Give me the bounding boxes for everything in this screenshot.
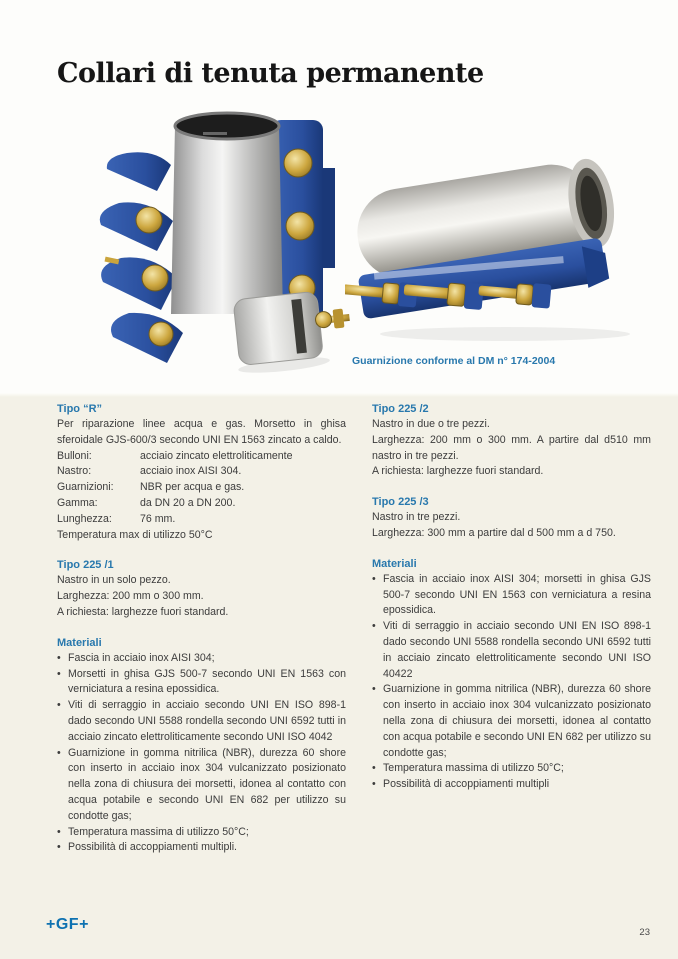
material-item: • Fascia in acciaio inox AISI 304; (57, 651, 346, 667)
tipo-r-spec-list (57, 449, 346, 528)
tipo-225-1-line: Nastro in un solo pezzo. (57, 574, 171, 587)
spec-row-gamma (57, 496, 346, 512)
materials-list-right (372, 572, 651, 793)
spec-value: da DN 20 a DN 200. (140, 496, 236, 509)
material-item: • Possibilità di accoppiamenti multipli (372, 777, 651, 793)
temp-note: Temperatura max di utilizzo 50°C (57, 528, 213, 541)
page-number: 23 (639, 927, 650, 938)
spec-value: 76 mm. (140, 512, 176, 525)
material-item: • Temperatura massima di utilizzo 50°C; (57, 825, 346, 841)
spec-value: acciaio zincato elettroliticamente (140, 449, 293, 462)
repair-collar-side-photo-icon (345, 148, 645, 348)
material-item: • Fascia in acciaio inox AISI 304; morsetti in ghisa GJS 500-7 secondo UNI EN 1563 con verniciatura a resina epossidica. (372, 572, 651, 619)
tipo-r-description: Per riparazione linee acqua e gas. Morsetto in ghisa sferoidale GJS-600/3 secondo UNI EN 1563 zincato a caldo. (57, 418, 346, 446)
material-item: • Possibilità di accoppiamenti multipli. (57, 840, 346, 856)
tipo-225-1-line: A richiesta: larghezze fuori standard. (57, 605, 229, 618)
spec-row-guarnizioni (57, 480, 346, 496)
spec-row-lunghezza (57, 512, 346, 528)
heading-tipo-225-1: Tipo 225 /1 (57, 559, 114, 572)
spec-label: Guarnizioni: (57, 481, 114, 494)
spec-label: Bulloni: (57, 449, 92, 462)
spec-label: Gamma: (57, 496, 98, 509)
heading-materiali-right: Materiali (372, 557, 417, 570)
spec-label: Nastro: (57, 465, 92, 478)
tipo-225-3-line: Larghezza: 300 mm a partire dal d 500 mm a d 750. (372, 526, 616, 539)
tipo-225-2-line: Nastro in due o tre pezzi. (372, 418, 490, 430)
spec-row-nastro (57, 464, 346, 480)
spec-label: Lunghezza: (57, 512, 112, 525)
tipo-225-3-line: Nastro in tre pezzi. (372, 511, 461, 524)
repair-collar-front-photo-icon (85, 108, 360, 380)
material-item: • Temperatura massima di utilizzo 50°C; (372, 761, 651, 777)
spec-value: acciaio inox AISI 304. (140, 465, 242, 478)
heading-tipo-225-3: Tipo 225 /3 (372, 496, 429, 509)
tipo-225-2-line: Larghezza: 200 mm o 300 mm. A partire dal d510 mm nastro in tre pezzi. (372, 433, 651, 462)
materials-list-left (57, 651, 346, 856)
material-item: • Guarnizione in gomma nitrilica (NBR), durezza 60 shore con inserto in acciaio inox 304 vulcanizzato posizionato nella zona di chiusura dei morsetti, idonea al contatto con acqua potabile e secondo UNI EN 682 per utilizzo su condotte gas; (57, 746, 346, 825)
material-item: • Guarnizione in gomma nitrilica (NBR), durezza 60 shore con inserto in acciaio inox 304 vulcanizzato posizionato nella zona di chiusura dei morsetti, idonea al contatto con acqua potabile e secondo UNI EN 682 per utilizzo su condotte gas; (372, 682, 651, 761)
heading-materiali-left: Materiali (57, 636, 102, 649)
gf-logo: +GF+ (46, 916, 89, 933)
tipo-225-2-line: A richiesta: larghezze fuori standard. (372, 465, 544, 478)
tipo-225-1-line: Larghezza: 200 mm o 300 mm. (57, 590, 204, 603)
page-title: Collari di tenuta permanente (57, 58, 484, 89)
left-column (57, 401, 346, 856)
heading-tipo-225-2: Tipo 225 /2 (372, 403, 429, 415)
spec-row-bulloni (57, 449, 346, 465)
material-item: • Morsetti in ghisa GJS 500-7 secondo UNI EN 1563 con verniciatura a resina epossidica. (57, 667, 346, 699)
spec-value: NBR per acqua e gas. (140, 481, 245, 494)
material-item: • Viti di serraggio in acciaio secondo UNI EN ISO 898-1 dado secondo UNI 5588 rondella secondo UNI 6592 tutti in acciaio zincato elettroliticamente secondo UNI ISO 4042 (57, 698, 346, 745)
photo-caption: Guarnizione conforme al DM n° 174-2004 (352, 355, 556, 367)
right-column (372, 401, 651, 793)
heading-tipo-r: Tipo “R” (57, 403, 103, 415)
material-item: • Viti di serraggio in acciaio secondo UNI EN ISO 898-1 dado secondo UNI 5588 rondella secondo UNI 6592 tutti in acciaio zincato elettroliticamente secondo UNI ISO 40422 (372, 619, 651, 682)
